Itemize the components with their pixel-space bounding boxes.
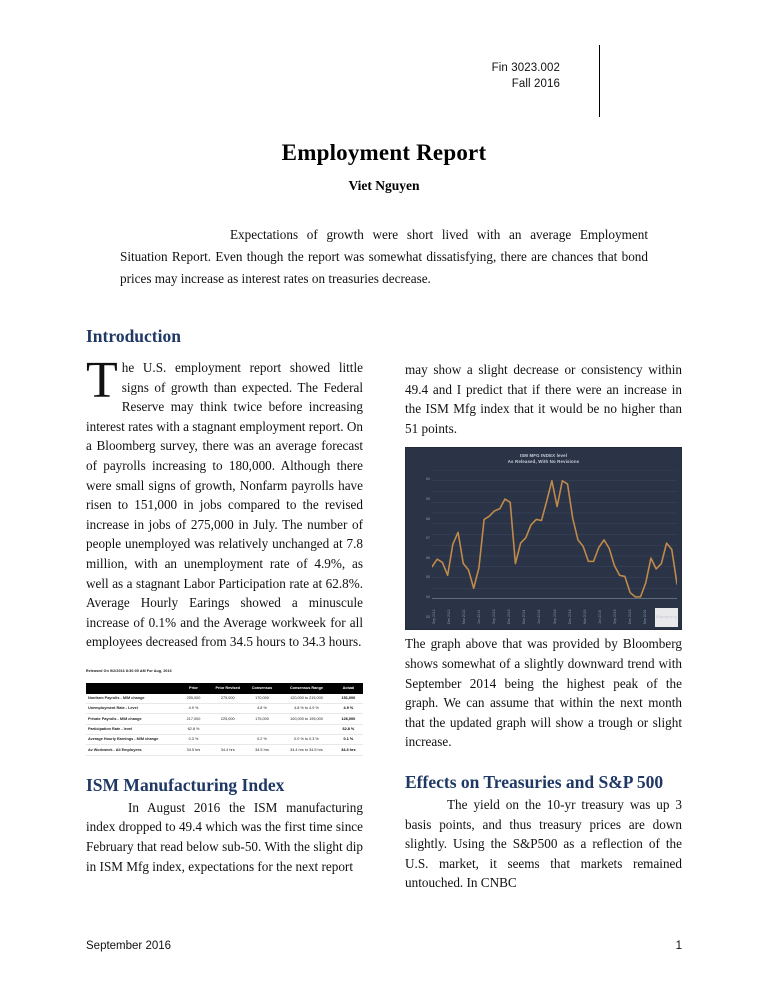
cell-prior-revised: 275,000 bbox=[211, 694, 245, 704]
economic-release-table-body bbox=[86, 694, 363, 756]
cell-consensus: 0.2 % bbox=[245, 735, 279, 745]
ism-paragraph-left: In August 2016 the ISM manufacturing index dropped to 49.4 which was the first time since February that read below sub-50. With the slight dip in ISM Mfg index, expectations for the next report bbox=[86, 799, 363, 874]
cell-prior-revised bbox=[211, 724, 245, 734]
left-column bbox=[86, 325, 363, 885]
ism-paragraph-continued: may show a slight decrease or consistency within 49.4 and I predict that if there were an increase in the ISM Mfg index that it would be no higher than 51 points. bbox=[405, 362, 682, 436]
cell-actual: 34.3 hrs bbox=[334, 745, 363, 755]
cell-prior-revised bbox=[211, 735, 245, 745]
cell-consensus-range bbox=[279, 724, 334, 734]
chart-title: ISM MFG INDEX level bbox=[519, 453, 568, 459]
chart-y-tick: 60 bbox=[426, 477, 430, 482]
section-heading-treasuries: Effects on Treasuries and S&P 500 bbox=[405, 771, 664, 792]
cell-actual: 151,000 bbox=[334, 694, 363, 704]
table-row bbox=[86, 714, 363, 724]
chart-y-tick: 56 bbox=[426, 555, 430, 560]
section-heading-introduction: Introduction bbox=[86, 326, 181, 346]
chart-x-tick: Sep 2015 bbox=[612, 609, 617, 625]
page-footer bbox=[86, 940, 682, 952]
cell-prior: 255,000 bbox=[176, 694, 210, 704]
table-row bbox=[86, 694, 363, 704]
cell-prior: 4.9 % bbox=[176, 703, 210, 713]
header-course-info bbox=[492, 60, 560, 92]
footer-date: September 2016 bbox=[86, 940, 172, 952]
header-term: Fall 2016 bbox=[511, 78, 560, 90]
chart-plot-area bbox=[432, 470, 677, 599]
column-header-prior-revised: Prior Revised bbox=[211, 683, 245, 694]
table-row bbox=[86, 745, 363, 755]
chart-x-tick: Sep 2012 bbox=[432, 609, 436, 625]
chart-x-tick: Mar 2016 bbox=[642, 610, 647, 625]
cell-prior: 217,000 bbox=[176, 714, 210, 724]
document-header bbox=[86, 55, 682, 123]
cell-consensus: 4.8 % bbox=[245, 703, 279, 713]
cell-actual: 4.9 % bbox=[334, 703, 363, 713]
chart-y-tick: 57 bbox=[426, 536, 430, 541]
chart-title-block bbox=[406, 453, 681, 465]
chart-y-tick: 58 bbox=[426, 516, 430, 521]
column-header-prior: Prior bbox=[176, 683, 210, 694]
cell-indicator: Participation Rate - level bbox=[86, 724, 176, 734]
cell-consensus-range: 0.0 % to 0.3 % bbox=[279, 735, 334, 745]
release-table-caption: Released On 9/2/2016 8:30:00 AM For Aug, 2016 bbox=[86, 668, 172, 673]
cell-indicator: Average Hourly Earnings - M/M change bbox=[86, 735, 176, 745]
cell-prior: 0.3 % bbox=[176, 735, 210, 745]
cell-consensus: 34.5 hrs bbox=[245, 745, 279, 755]
column-header-consensus: Consensus bbox=[245, 683, 279, 694]
cell-prior-revised: 34.4 hrs bbox=[211, 745, 245, 755]
cell-indicator: Unemployment Rate - Level bbox=[86, 703, 176, 713]
cell-consensus-range: 4.8 % to 4.9 % bbox=[279, 703, 334, 713]
cell-consensus: 170,000 bbox=[245, 694, 279, 704]
economic-release-table bbox=[86, 683, 363, 756]
table-row bbox=[86, 735, 363, 745]
ism-mfg-index-chart bbox=[405, 447, 682, 630]
cell-actual: 62.8 % bbox=[334, 724, 363, 734]
chart-series-line bbox=[432, 481, 677, 597]
chart-watermark: Bloomberg bbox=[655, 608, 678, 628]
cell-prior-revised: 225,000 bbox=[211, 714, 245, 724]
cell-prior: 34.5 hrs bbox=[176, 745, 210, 755]
chart-description-paragraph: The graph above that was provided by Bloomberg shows somewhat of a slightly downward trend with September 2014 being the highest peak of the graph. We can assume that within the next month that the updated graph will show a trough or slight increase. bbox=[405, 636, 682, 750]
table-header-row bbox=[86, 683, 363, 694]
chart-x-tick: Sep 2013 bbox=[492, 609, 497, 625]
cell-actual: 126,000 bbox=[334, 714, 363, 724]
chart-line-svg bbox=[432, 470, 677, 599]
chart-y-axis-labels bbox=[408, 470, 430, 619]
column-header-indicator bbox=[86, 683, 176, 694]
column-header-actual: Actual bbox=[334, 683, 363, 694]
section-heading-ism: ISM Manufacturing Index bbox=[86, 774, 285, 795]
chart-x-tick: Mar 2015 bbox=[582, 610, 587, 625]
chart-x-tick: Dec 2012 bbox=[447, 609, 452, 625]
cell-indicator: Private Payrolls - M/M change bbox=[86, 714, 176, 724]
chart-x-tick: Dec 2014 bbox=[567, 609, 572, 625]
cell-consensus bbox=[245, 724, 279, 734]
chart-x-tick: Jun 2015 bbox=[597, 610, 602, 625]
chart-y-tick bbox=[426, 627, 430, 630]
chart-x-tick: Jun 2014 bbox=[537, 610, 542, 625]
cell-consensus: 175,000 bbox=[245, 714, 279, 724]
page-title: Employment Report bbox=[281, 140, 487, 165]
right-column bbox=[405, 360, 682, 902]
cell-actual: 0.1 % bbox=[334, 735, 363, 745]
author-name: Viet Nguyen bbox=[348, 178, 420, 193]
chart-x-tick: Mar 2014 bbox=[522, 610, 527, 625]
chart-y-tick: 59 bbox=[426, 496, 430, 501]
treasuries-paragraph: The yield on the 10-yr treasury was up 3 basis points, and thus treasury prices are down slightly. Using the S&P500 as a reflection of the U.S. market, it seems that markets remained untouched. In CNBC bbox=[405, 796, 682, 891]
header-vertical-rule bbox=[599, 45, 600, 117]
chart-y-tick: 53 bbox=[426, 614, 430, 619]
table-row bbox=[86, 703, 363, 713]
abstract-paragraph: Expectations of growth were short lived with an average Employment Situation Report. Even though the report was somewhat dissatisfying, there are chances that bond prices may increase as interest rates on treasuries decrease. bbox=[120, 227, 648, 286]
chart-x-tick: Dec 2013 bbox=[507, 609, 512, 625]
cell-consensus-range: 100,000 to 195,000 bbox=[279, 714, 334, 724]
table-row bbox=[86, 724, 363, 734]
economic-release-table-figure bbox=[86, 662, 363, 756]
cell-indicator: Av Workweek - All Employees bbox=[86, 745, 176, 755]
column-header-consensus-range: Consensus Range bbox=[279, 683, 334, 694]
cell-consensus-range: 120,000 to 215,000 bbox=[279, 694, 334, 704]
chart-x-tick: Mar 2013 bbox=[462, 610, 467, 625]
chart-x-tick: Sep 2014 bbox=[552, 609, 557, 625]
chart-x-tick: Jun 2013 bbox=[477, 610, 482, 625]
chart-y-tick: 55 bbox=[426, 575, 430, 580]
cell-indicator: Nonfarm Payrolls - M/M change bbox=[86, 694, 176, 704]
chart-x-axis-labels bbox=[432, 600, 677, 624]
introduction-paragraph: The U.S. employment report showed little signs of growth than expected. The Federal Reserve may think twice before increasing interest rates with a stagnant employment report. On a Bloomberg survey, there was an average forecast of payrolls increasing to 180,000. Although there were small signs of growth, Nonfarm payrolls have risen to 151,000 in jobs compared to the revised increase in jobs of 275,000 in July. The number of people unemployed was relatively unchanged at 7.8 million, with an unemployment rate of 4.9%, as well as a stagnant Labor Participation rate at 62.8%. Average Hourly Earings showed a minuscule increase of 0.1% and the Average workweek for all employees decreased from 34.5 hours to 34.3 hours. bbox=[86, 352, 363, 650]
header-course-code: Fin 3023.002 bbox=[491, 62, 560, 74]
cell-prior-revised bbox=[211, 703, 245, 713]
chart-subtitle: As Released, With No Revisions bbox=[507, 459, 580, 465]
chart-x-tick: Dec 2015 bbox=[627, 609, 632, 625]
cell-consensus-range: 34.4 hrs to 34.5 hrs bbox=[279, 745, 334, 755]
chart-y-tick: 54 bbox=[426, 594, 430, 599]
cell-prior: 62.8 % bbox=[176, 724, 210, 734]
footer-page-number: 1 bbox=[675, 940, 682, 952]
